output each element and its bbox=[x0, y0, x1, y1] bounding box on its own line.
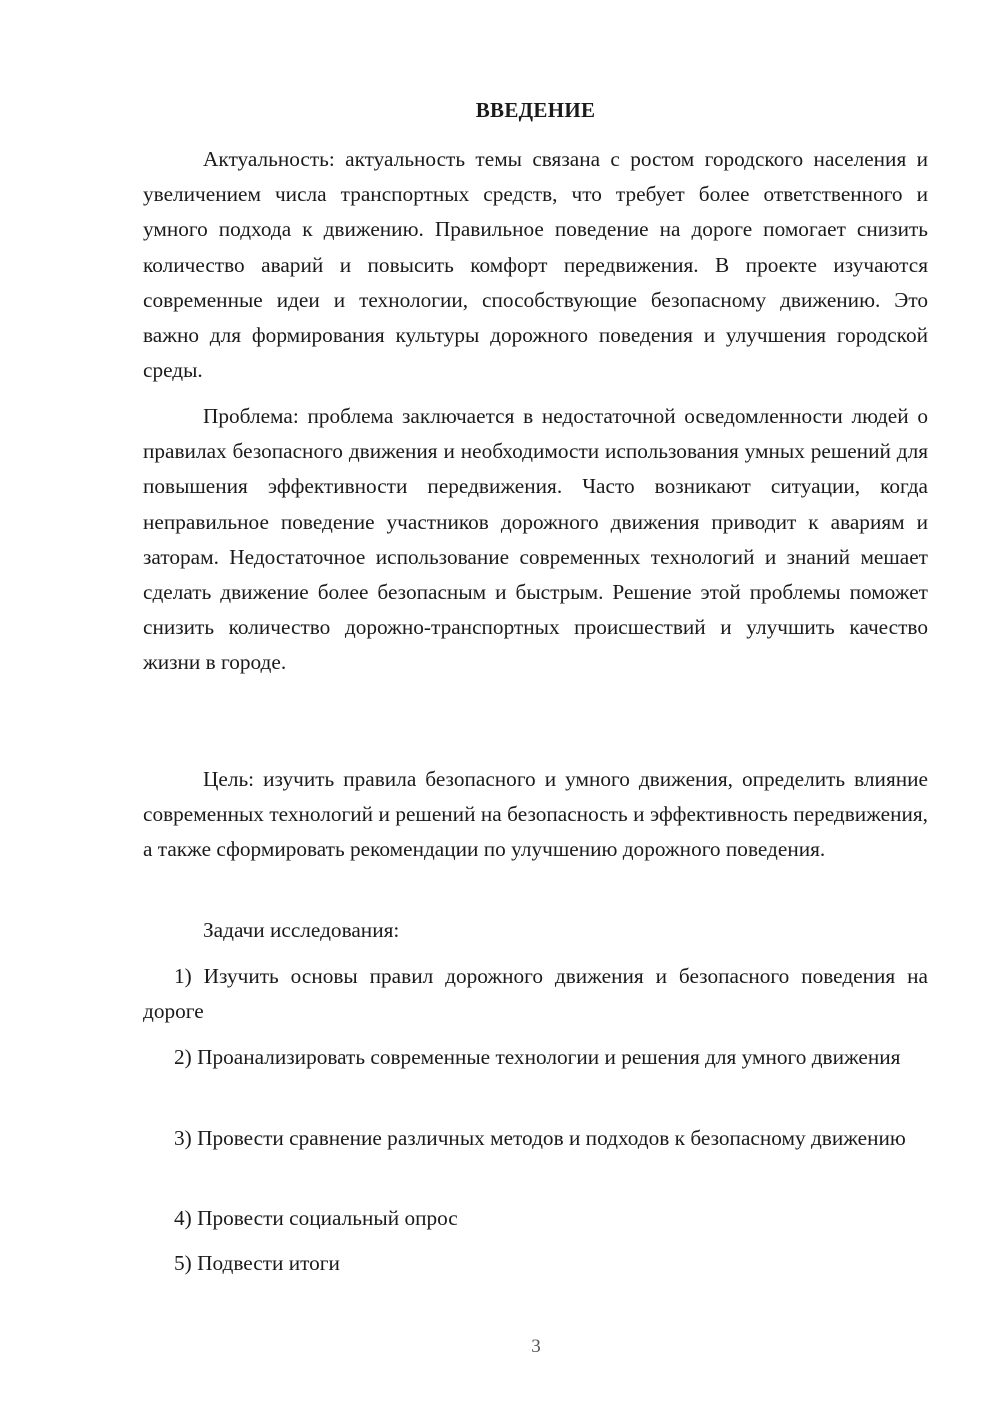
task-item-1: 1) Изучить основы правил дорожного движения и безопасного поведения на дороге bbox=[143, 964, 928, 1024]
task-item-2: 2) Проанализировать современные технологии и решения для умного движения bbox=[174, 1045, 901, 1069]
task-item-4: 4) Провести социальный опрос bbox=[174, 1206, 458, 1230]
page-title: ВВЕДЕНИЕ bbox=[475, 98, 596, 122]
task-item-5: 5) Подвести итоги bbox=[174, 1251, 340, 1275]
paragraph-problem: Проблема: проблема заключается в недостаточной осведомленности людей о правилах безопасного движения и необходимости использования умных решений для повышения эффективности передвижения. Часто возникают ситуации, когда неправильное поведение участников дорожного движения приводит к авариям и заторам. Недостаточное использование современных технологий и знаний мешает сделать движение более безопасным и быстрым. Решение этой проблемы поможет снизить количество дорожно-транспортных происшествий и улучшить качество жизни в городе. bbox=[143, 404, 928, 675]
page-number: 3 bbox=[531, 1336, 541, 1357]
task-item-3: 3) Провести сравнение различных методов и подходов к безопасному движению bbox=[174, 1126, 906, 1150]
tasks-title: Задачи исследования: bbox=[203, 918, 400, 942]
paragraph-relevance: Актуальность: актуальность темы связана с ростом городского населения и увеличением числа транспортных средств, что требует более ответственного и умного подхода к движению. Правильное поведение на дороге помогает снизить количество аварий и повысить комфорт передвижения. В проекте изучаются современные идеи и технологии, способствующие безопасному движению. Это важно для формирования культуры дорожного поведения и улучшения городской среды. bbox=[143, 147, 928, 383]
paragraph-goal: Цель: изучить правила безопасного и умного движения, определить влияние современных технологий и решений на безопасность и эффективность передвижения, а также сформировать рекомендации по улучшению дорожного поведения. bbox=[143, 767, 928, 862]
